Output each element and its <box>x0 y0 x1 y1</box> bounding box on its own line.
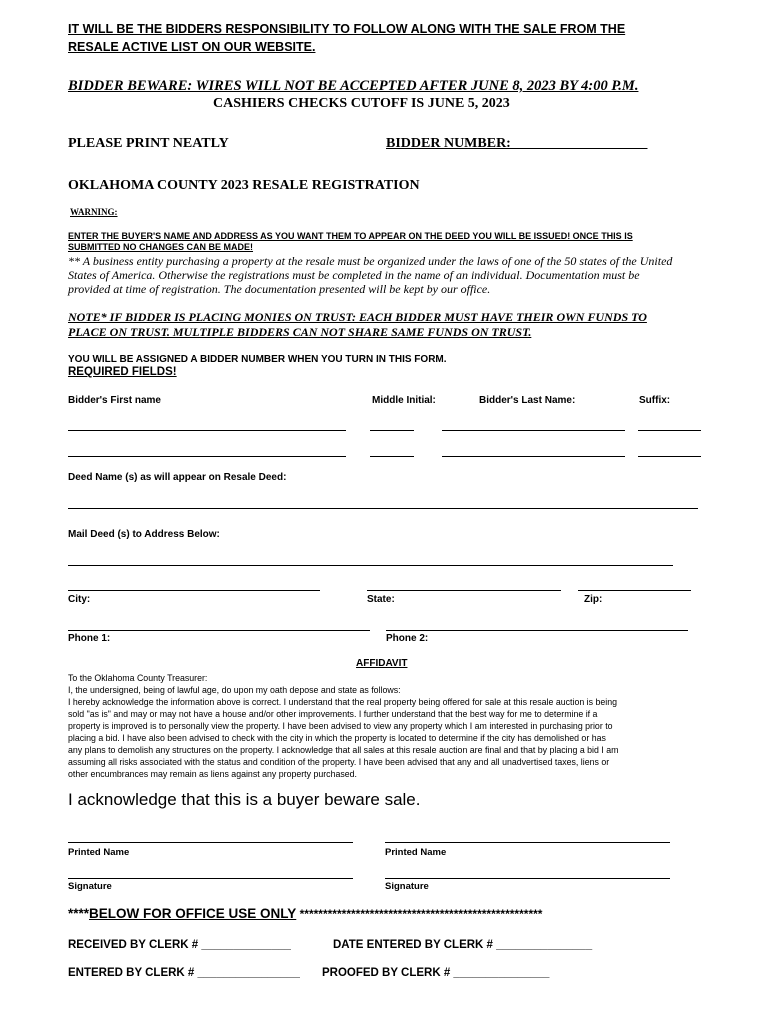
warning-line-1: ENTER THE BUYER'S NAME AND ADDRESS AS YOU WANT THEM TO APPEAR ON THE DEED YOU WILL BE ISSUED! ONCE THIS IS <box>68 231 633 241</box>
business-entity-line-3: provided at time of registration. The documentation presented will be kept by our office. <box>68 282 491 296</box>
city-input[interactable] <box>68 590 320 591</box>
first-name-input-2[interactable] <box>68 456 346 457</box>
first-name-label: Bidder's First name <box>68 395 161 406</box>
required-fields: REQUIRED FIELDS! <box>68 366 177 378</box>
state-input[interactable] <box>367 590 561 591</box>
notice-line-1: IT WILL BE THE BIDDERS RESPONSIBILITY TO FOLLOW ALONG WITH THE SALE FROM THE <box>68 22 626 36</box>
signature-label-2: Signature <box>385 881 429 892</box>
affidavit-body-2: sold "as is" and may or may not have a house and/or other improvements. I further understand that the best way for me to determine if a <box>68 709 598 719</box>
trust-note-line-1: NOTE* IF BIDDER IS PLACING MONIES ON TRUST: EACH BIDDER MUST HAVE THEIR OWN FUNDS TO <box>68 310 647 324</box>
affidavit-body-4: placing a bid. I have also been advised to check with the city in which the property is located to determine if the city has demolished or has <box>68 733 606 743</box>
phone-2-label: Phone 2: <box>386 633 429 644</box>
buyer-beware-acknowledgement: I acknowledge that this is a buyer beware sale. <box>68 790 421 809</box>
affidavit-body-5: any plans to demolish any structures on the property. I acknowledge that all sales at this resale auction are final and that by placing a bid I am <box>68 745 619 755</box>
proofed-by-clerk[interactable]: PROOFED BY CLERK # _______________ <box>322 967 550 979</box>
bidder-beware: BIDDER BEWARE: WIRES WILL NOT BE ACCEPTED AFTER JUNE 8, 2023 BY 4:00 P.M. <box>68 78 639 94</box>
office-stars-left: **** <box>68 906 90 921</box>
affidavit-intro: I, the undersigned, being of lawful age, do upon my oath depose and state as follows: <box>68 685 401 695</box>
signature-input-1[interactable] <box>68 878 353 879</box>
received-by-clerk[interactable]: RECEIVED BY CLERK # ______________ <box>68 939 291 951</box>
bidder-number-field[interactable]: BIDDER NUMBER: ___________________ <box>386 136 648 151</box>
date-entered-by-clerk[interactable]: DATE ENTERED BY CLERK # _______________ <box>333 939 593 951</box>
deed-name-input[interactable] <box>68 508 698 509</box>
printed-name-input-2[interactable] <box>385 842 670 843</box>
affidavit-body-3: property is improved is to personally view the property. I have been advised to view any property which I am interested in purchasing prior to <box>68 721 613 731</box>
signature-input-2[interactable] <box>385 878 670 879</box>
middle-initial-input-2[interactable] <box>370 456 414 457</box>
affidavit-body-7: other encumbrances may remain as liens against any property purchased. <box>68 769 357 779</box>
office-use-heading <box>68 906 542 921</box>
middle-initial-label: Middle Initial: <box>372 395 436 406</box>
phone-1-label: Phone 1: <box>68 633 111 644</box>
city-label: City: <box>68 594 91 605</box>
warning-line-2: SUBMITTED NO CHANGES CAN BE MADE! <box>68 242 254 252</box>
middle-initial-input-1[interactable] <box>370 430 414 431</box>
notice-line-2: RESALE ACTIVE LIST ON OUR WEBSITE. <box>68 40 316 54</box>
mail-deed-label: Mail Deed (s) to Address Below: <box>68 529 220 540</box>
state-label: State: <box>367 594 395 605</box>
business-entity-line-1: ** A business entity purchasing a property at the resale must be organized under the laws of one of the 50 states of the United <box>68 254 673 268</box>
first-name-input-1[interactable] <box>68 430 346 431</box>
zip-label: Zip: <box>584 594 603 605</box>
affidavit-body-6: assuming all risks associated with the status and condition of the property. I have been advised that any and all unadvertised taxes, liens or <box>68 757 610 767</box>
affidavit-body-1: I hereby acknowledge the information above is correct. I understand that the real property being offered for sale at this resale auction is being <box>68 697 617 707</box>
printed-name-input-1[interactable] <box>68 842 353 843</box>
zip-input[interactable] <box>578 590 691 591</box>
phone-1-input[interactable] <box>68 630 370 631</box>
page-title: OKLAHOMA COUNTY 2023 RESALE REGISTRATION <box>68 178 420 193</box>
last-name-input-1[interactable] <box>442 430 625 431</box>
deed-name-label: Deed Name (s) as will appear on Resale Deed: <box>68 472 287 483</box>
suffix-input-1[interactable] <box>638 430 701 431</box>
affidavit-title: AFFIDAVIT <box>356 658 408 669</box>
office-use-title: BELOW FOR OFFICE USE ONLY <box>89 906 297 921</box>
last-name-input-2[interactable] <box>442 456 625 457</box>
affidavit-to: To the Oklahoma County Treasurer: <box>68 673 208 683</box>
office-stars-right: **************************************************** <box>296 907 543 921</box>
address-input[interactable] <box>68 565 673 566</box>
suffix-label: Suffix: <box>639 395 671 406</box>
trust-note-line-2: PLACE ON TRUST. MULTIPLE BIDDERS CAN NOT SHARE SAME FUNDS ON TRUST. <box>68 325 532 339</box>
suffix-input-2[interactable] <box>638 456 701 457</box>
entered-by-clerk[interactable]: ENTERED BY CLERK # ________________ <box>68 967 300 979</box>
warning-label: WARNING: <box>70 207 118 217</box>
signature-label-1: Signature <box>68 881 112 892</box>
last-name-label: Bidder's Last Name: <box>479 395 576 406</box>
business-entity-line-2: States of America. Otherwise the registrations must be completed in the name of an individual. Documentation must be <box>68 268 640 282</box>
printed-name-label-2: Printed Name <box>385 847 447 858</box>
cashiers-checks-cutoff: CASHIERS CHECKS CUTOFF IS JUNE 5, 2023 <box>213 96 510 111</box>
phone-2-input[interactable] <box>386 630 688 631</box>
printed-name-label-1: Printed Name <box>68 847 130 858</box>
assigned-notice: YOU WILL BE ASSIGNED A BIDDER NUMBER WHEN YOU TURN IN THIS FORM. <box>68 354 447 365</box>
print-neatly: PLEASE PRINT NEATLY <box>68 136 229 151</box>
